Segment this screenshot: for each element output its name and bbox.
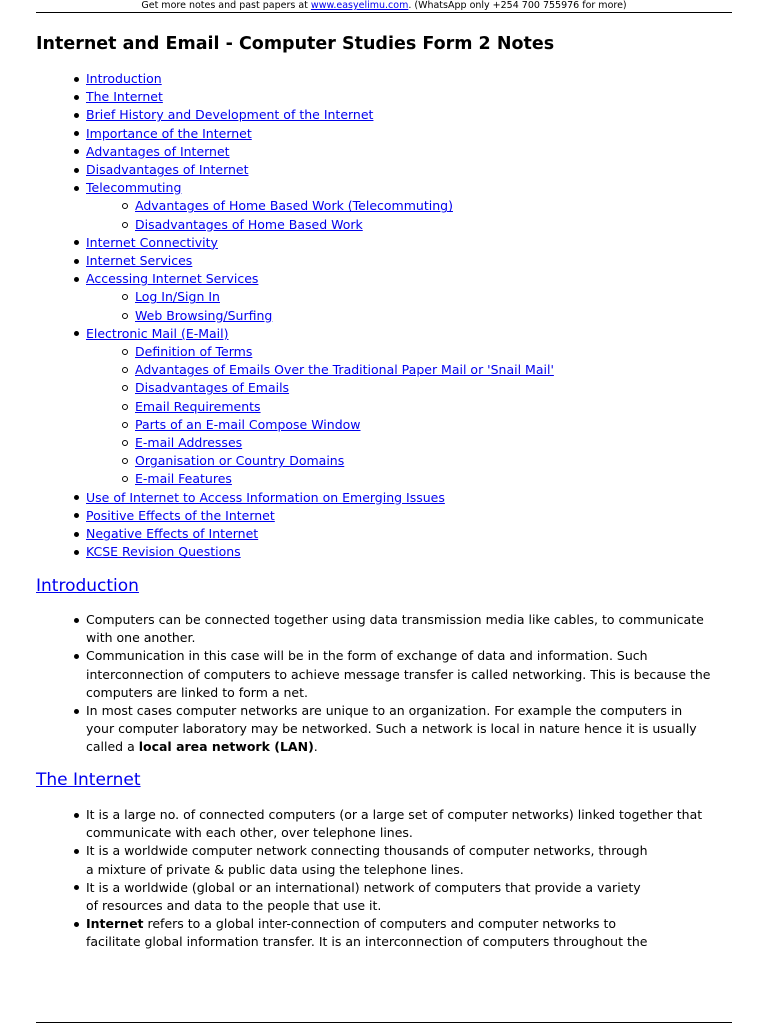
toc-link-importance[interactable]: Importance of the Internet <box>86 125 252 141</box>
the-internet-heading <box>36 769 141 791</box>
text-line: communicate with each other, over telephone lines. <box>86 825 413 841</box>
toc-subitem <box>135 216 554 234</box>
toc-item <box>86 525 554 543</box>
text-line: In most cases computer networks are unique to an organization. For example the computers in <box>86 703 683 719</box>
text-line: of resources and data to the people that use it. <box>86 898 382 914</box>
toc-subitem <box>135 343 554 361</box>
toc-link-negative-effects[interactable]: Negative Effects of Internet <box>86 526 259 542</box>
toc-link-accessing[interactable]: Accessing Internet Services <box>86 271 259 287</box>
toc-subitem <box>135 361 554 379</box>
toc-item <box>86 543 554 561</box>
toc-item <box>86 234 554 252</box>
header-prefix: Get more notes and past papers at <box>141 0 311 11</box>
toc-subitem <box>135 307 554 325</box>
toc-sublist <box>86 343 554 489</box>
introduction-list <box>86 611 736 757</box>
the-internet-heading-link[interactable]: The Internet <box>36 770 141 790</box>
toc-link-advantages[interactable]: Advantages of Internet <box>86 143 230 159</box>
toc-link-web-browsing[interactable]: Web Browsing/Surfing <box>135 307 273 323</box>
text-line <box>86 915 736 933</box>
toc-sublist <box>86 197 554 233</box>
toc-item <box>86 106 554 124</box>
introduction-heading <box>36 575 139 597</box>
toc-subitem <box>135 288 554 306</box>
toc-link-domains[interactable]: Organisation or Country Domains <box>135 453 345 469</box>
toc-item <box>86 270 554 325</box>
toc-item <box>86 143 554 161</box>
toc-link-emerging-issues[interactable]: Use of Internet to Access Information on Emerging Issues <box>86 489 445 505</box>
toc-link-email-addresses[interactable]: E-mail Addresses <box>135 435 243 451</box>
toc-link-email[interactable]: Electronic Mail (E-Mail) <box>86 325 229 341</box>
list-item <box>86 611 736 647</box>
toc-link-email-advantages[interactable]: Advantages of Emails Over the Traditional Paper Mail or 'Snail Mail' <box>135 362 554 378</box>
toc-item <box>86 489 554 507</box>
toc-link-email-features[interactable]: E-mail Features <box>135 471 232 487</box>
text-line: your computer laboratory may be networked. Such a network is local in nature hence it is usually <box>86 721 697 737</box>
toc-item <box>86 179 554 234</box>
introduction-heading-link[interactable]: Introduction <box>36 576 139 596</box>
header-site-link[interactable]: www.easyelimu.com <box>310 0 409 11</box>
text-line: interconnection of computers to achieve message transfer is called networking. This is because the <box>86 666 711 682</box>
footer-divider <box>36 1022 732 1023</box>
page-header <box>36 0 732 13</box>
toc-link-compose-window[interactable]: Parts of an E-mail Compose Window <box>135 416 361 432</box>
toc-link-the-internet[interactable]: The Internet <box>86 89 163 105</box>
toc-link-introduction[interactable]: Introduction <box>86 71 162 86</box>
toc-link-definition[interactable]: Definition of Terms <box>135 344 253 360</box>
text-line: facilitate global information transfer. It is an interconnection of computers throughout the <box>86 934 648 950</box>
toc-subitem <box>135 452 554 470</box>
text-fragment: . <box>313 739 318 755</box>
text-line: It is a worldwide (global or an international) network of computers that provide a variety <box>86 879 641 895</box>
toc-link-kcse-questions[interactable]: KCSE Revision Questions <box>86 544 241 560</box>
list-item <box>86 806 736 842</box>
lan-term: local area network (LAN) <box>138 739 314 755</box>
toc-link-services[interactable]: Internet Services <box>86 253 193 269</box>
toc-subitem <box>135 197 554 215</box>
toc-subitem <box>135 379 554 397</box>
toc-link-history[interactable]: Brief History and Development of the Internet <box>86 107 374 123</box>
page-title: Internet and Email - Computer Studies Form 2 Notes <box>36 34 555 54</box>
toc-link-login[interactable]: Log In/Sign In <box>135 289 220 305</box>
text-line: with one another. <box>86 630 196 646</box>
list-item <box>86 842 736 878</box>
toc-item <box>86 125 554 143</box>
toc-link-positive-effects[interactable]: Positive Effects of the Internet <box>86 507 275 523</box>
toc-item <box>86 252 554 270</box>
list-item <box>86 702 736 757</box>
text-fragment: refers to a global inter-connection of computers and computer networks to <box>143 916 617 932</box>
text-line <box>86 738 736 756</box>
internet-term: Internet <box>86 916 144 932</box>
toc-item <box>86 507 554 525</box>
toc-item <box>86 70 554 88</box>
toc-item <box>86 325 554 489</box>
text-line: It is a large no. of connected computers (or a large set of computer networks) linked together that <box>86 807 703 822</box>
text-line: computers are linked to form a net. <box>86 684 308 700</box>
table-of-contents <box>86 70 554 561</box>
toc-link-disadvantages[interactable]: Disadvantages of Internet <box>86 162 249 178</box>
list-item <box>86 879 736 915</box>
text-fragment: called a <box>86 739 139 755</box>
toc-item <box>86 161 554 179</box>
toc-item <box>86 88 554 106</box>
toc-subitem <box>135 398 554 416</box>
text-line: Computers can be connected together using data transmission media like cables, to communicate <box>86 612 704 627</box>
list-item <box>86 647 736 702</box>
toc-subitem <box>135 470 554 488</box>
list-item <box>86 915 736 951</box>
toc-sublist <box>86 288 554 324</box>
toc-subitem <box>135 416 554 434</box>
toc-link-connectivity[interactable]: Internet Connectivity <box>86 234 218 250</box>
text-line: a mixture of private & public data using the telephone lines. <box>86 861 464 877</box>
header-suffix: . (WhatsApp only +254 700 755976 for more) <box>408 0 627 11</box>
toc-subitem <box>135 434 554 452</box>
toc-link-home-work-disadvantages[interactable]: Disadvantages of Home Based Work <box>135 216 363 232</box>
text-line: It is a worldwide computer network connecting thousands of computer networks, through <box>86 843 648 859</box>
the-internet-list <box>86 806 736 952</box>
toc-link-email-disadvantages[interactable]: Disadvantages of Emails <box>135 380 290 396</box>
text-line: Communication in this case will be in the form of exchange of data and information. Such <box>86 648 648 664</box>
toc-link-home-work-advantages[interactable]: Advantages of Home Based Work (Telecommuting) <box>135 198 453 214</box>
toc-link-telecommuting[interactable]: Telecommuting <box>86 180 182 196</box>
toc-link-email-requirements[interactable]: Email Requirements <box>135 398 261 414</box>
